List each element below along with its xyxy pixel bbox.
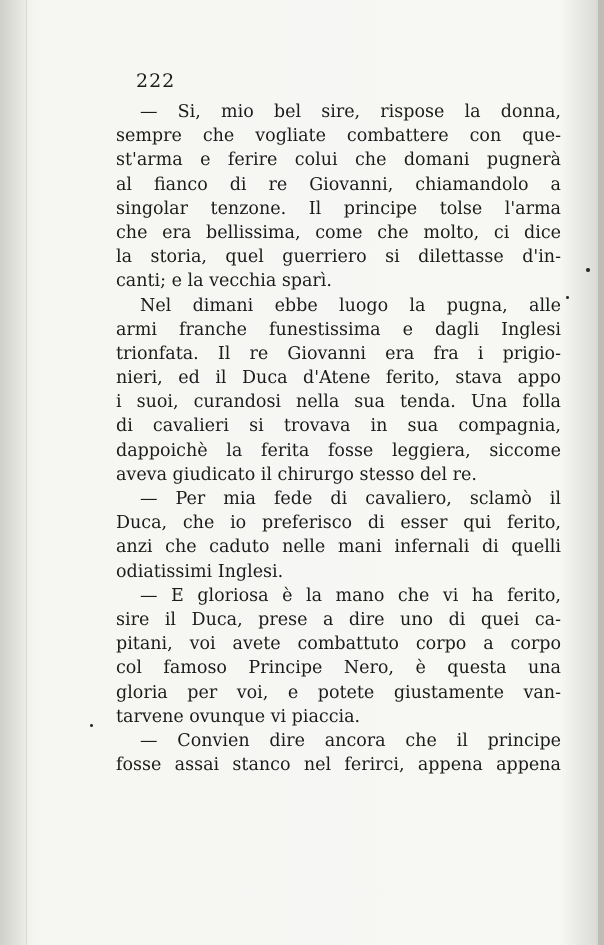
text-line: col famoso Principe Nero, è questa una xyxy=(116,658,561,679)
text-line: Duca, che io preferisco di esser qui ferito, xyxy=(116,513,561,534)
ink-speck xyxy=(566,296,569,299)
body-text xyxy=(116,100,561,777)
text-line: aveva giudicato il chirurgo stesso del re. xyxy=(116,464,477,485)
text-line: di cavalieri si trovava in sua compagnia, xyxy=(116,416,561,437)
text-line: dappoichè la ferita fosse leggiera, siccome xyxy=(116,440,561,461)
text-line: fosse assai stanco nel ferirci, appena appena xyxy=(116,755,561,776)
page-edge xyxy=(598,0,604,945)
text-line: — Convien dire ancora che il principe xyxy=(140,730,561,751)
text-line: che era bellissima, come che molto, ci dice xyxy=(116,222,561,243)
text-line: la storia, quel guerriero si dilettasse d'in- xyxy=(116,247,561,268)
text-line: st'arma e ferire colui che domani pugnerà xyxy=(116,150,561,171)
text-line: nieri, ed il Duca d'Atene ferito, stava appo xyxy=(116,368,561,389)
page-number: 222 xyxy=(136,70,176,92)
text-line: trionfata. Il re Giovanni era fra i prigio- xyxy=(116,343,561,364)
text-line: — Per mia fede di cavaliero, sclamò il xyxy=(140,489,561,509)
text-line: odiatissimi Inglesi. xyxy=(116,561,284,582)
text-line: sire il Duca, prese a dire uno di quei ca- xyxy=(116,609,561,630)
ink-speck xyxy=(90,724,93,727)
text-line: — E gloriosa è la mano che vi ha ferito, xyxy=(140,585,561,606)
text-line: gloria per voi, e potete giustamente van- xyxy=(116,682,561,703)
page-gutter xyxy=(0,0,27,945)
text-line: anzi che caduto nelle mani infernali di quelli xyxy=(116,537,561,558)
text-line: armi franche funestissima e dagli Inglesi xyxy=(116,319,561,340)
ink-speck xyxy=(586,268,590,272)
text-line: sempre che vogliate combattere con que- xyxy=(116,126,561,147)
text-line: al fianco di re Giovanni, chiamandolo a xyxy=(116,174,561,195)
text-line: canti; e la vecchia sparì. xyxy=(116,271,332,292)
text-line: tarvene ovunque vi piaccia. xyxy=(116,706,361,727)
text-line: Nel dimani ebbe luogo la pugna, alle xyxy=(140,295,561,316)
text-line: pitani, voi avete combattuto corpo a corpo xyxy=(116,634,561,655)
text-line: singolar tenzone. Il principe tolse l'arma xyxy=(116,198,561,219)
text-line: — Si, mio bel sire, rispose la donna, xyxy=(140,102,561,122)
text-line: i suoi, curandosi nella sua tenda. Una folla xyxy=(116,392,561,413)
